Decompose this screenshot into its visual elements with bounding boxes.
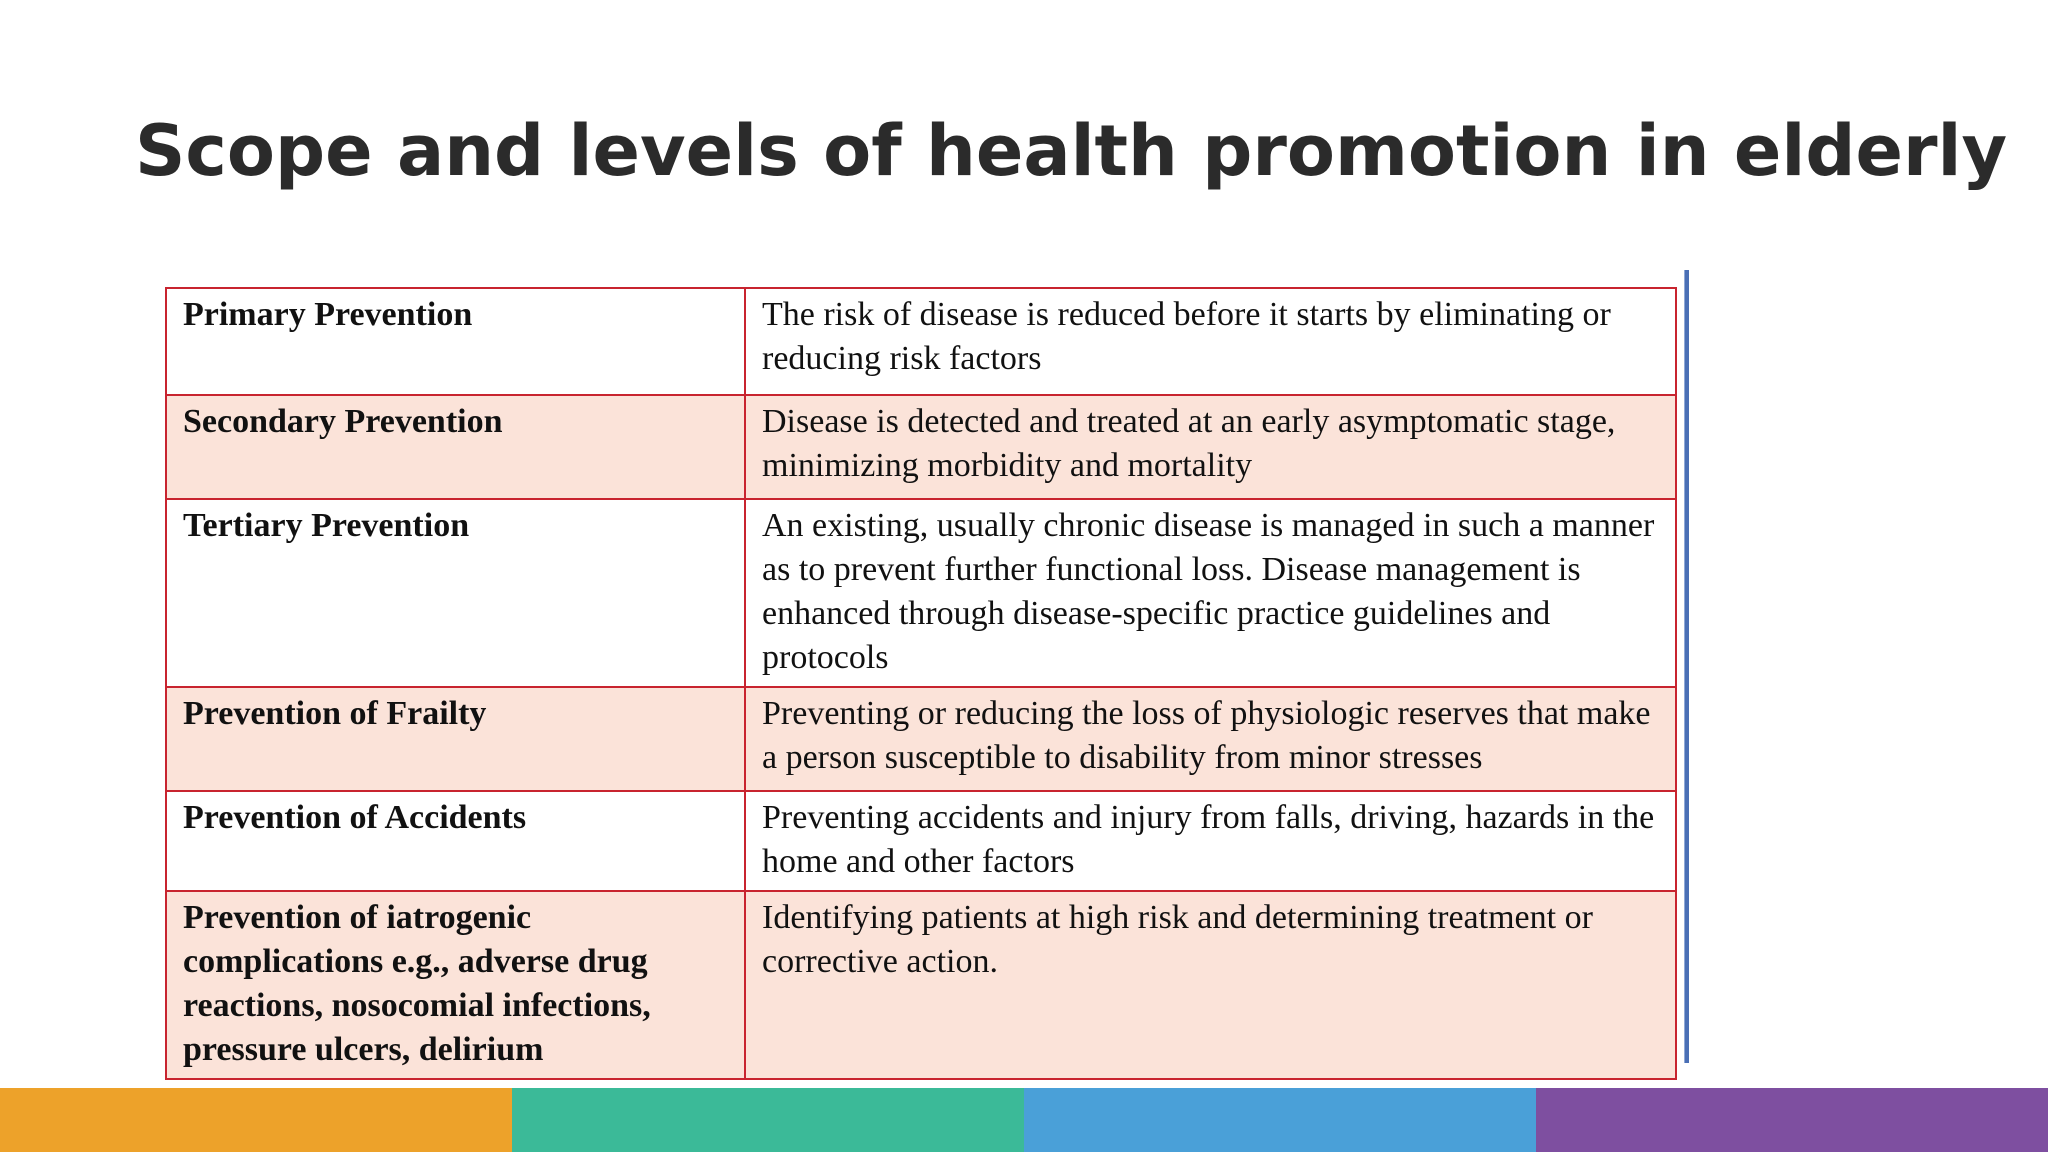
prevention-levels-table — [165, 287, 1677, 1080]
table-side-rule — [1684, 270, 1689, 1063]
prevention-level-cell: Prevention of iatrogenic complications e.g., adverse drug reactions, nosocomial infections, pressure ulcers, delirium — [166, 891, 745, 1079]
prevention-level-cell: Secondary Prevention — [166, 395, 745, 499]
footer-color-bar — [0, 1088, 2048, 1152]
prevention-description-cell: Identifying patients at high risk and determining treatment or corrective action. — [745, 891, 1676, 1079]
prevention-level-cell: Tertiary Prevention — [166, 499, 745, 687]
table-row — [166, 891, 1676, 1079]
prevention-description-cell: An existing, usually chronic disease is managed in such a manner as to prevent further functional loss. Disease management is enhanced through disease-specific practice guidelines and protocols — [745, 499, 1676, 687]
prevention-level-cell: Prevention of Accidents — [166, 791, 745, 891]
table-row — [166, 687, 1676, 791]
slide-title: Scope and levels of health promotion in elderly — [135, 110, 2008, 192]
table-row — [166, 288, 1676, 395]
prevention-table-container — [165, 287, 1677, 1080]
prevention-description-cell: The risk of disease is reduced before it starts by eliminating or reducing risk factors — [745, 288, 1676, 395]
table-row — [166, 395, 1676, 499]
footer-bar-purple — [1536, 1088, 2048, 1152]
prevention-level-cell: Primary Prevention — [166, 288, 745, 395]
prevention-description-cell: Preventing accidents and injury from falls, driving, hazards in the home and other factors — [745, 791, 1676, 891]
footer-bar-blue — [1024, 1088, 1536, 1152]
prevention-level-cell: Prevention of Frailty — [166, 687, 745, 791]
table-row — [166, 499, 1676, 687]
footer-bar-orange — [0, 1088, 512, 1152]
table-row — [166, 791, 1676, 891]
footer-bar-teal — [512, 1088, 1024, 1152]
prevention-description-cell: Preventing or reducing the loss of physiologic reserves that make a person susceptible to disability from minor stresses — [745, 687, 1676, 791]
prevention-description-cell: Disease is detected and treated at an early asymptomatic stage, minimizing morbidity and mortality — [745, 395, 1676, 499]
